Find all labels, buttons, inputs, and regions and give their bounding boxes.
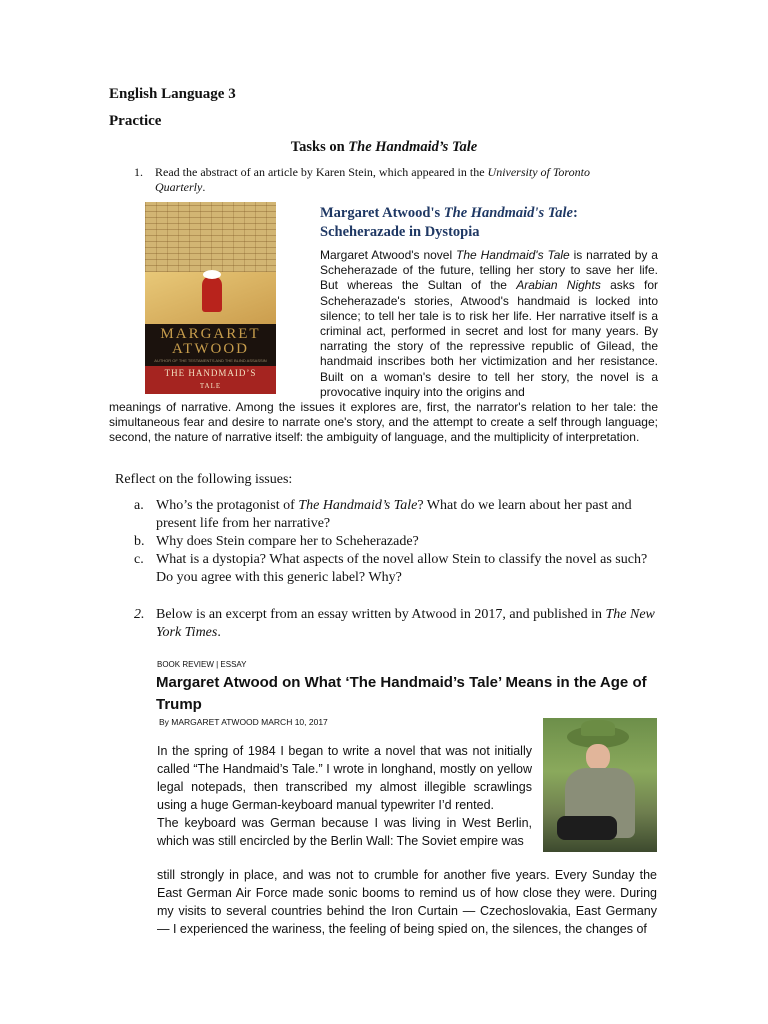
question-2-number: 2.: [134, 607, 145, 622]
author-photo: [543, 718, 657, 852]
article-title: [320, 204, 660, 242]
abstract-book: The Handmaid's Tale: [456, 248, 570, 262]
abstract-part3: asks for Scheherazade's stories, Atwood's handmaid is locked into silence; to tell her tale is to risk her life. Her narrative itself is a criminal act, performed in secret and lost for many years. By narrating the story of the repressive republic of Gilead, the handmaid inscribes both her victimization and her resistance. Built on a woman's desire to tell her story, the novel is a provocative inquiry into the origins and: [320, 278, 658, 399]
issue-c-label: c.: [134, 552, 144, 567]
photo-hat-crown: [581, 720, 615, 736]
book-cover-image: [145, 202, 276, 394]
reflect-heading: Reflect on the following issues:: [115, 472, 293, 487]
issue-a-label: a.: [134, 498, 144, 513]
article-title-author: Margaret Atwood's: [320, 205, 444, 221]
question-1-suffix: .: [202, 180, 206, 194]
issue-a-book: The Handmaid’s Tale: [298, 498, 418, 513]
journal-name: University of Toronto Quarterly: [155, 165, 590, 194]
question-2-text: [156, 606, 660, 642]
nyt-headline: Margaret Atwood on What ‘The Handmaid’s Tale’ Means in the Age of Trump: [156, 674, 647, 713]
nyt-byline: By MARGARET ATWOOD MARCH 10, 2017: [159, 717, 328, 727]
section-title: Practice: [109, 113, 162, 129]
abstract-part2: is narrated by a Scheherazade of the future, telling her story to save her life. But whereas the Sultan of the: [320, 248, 658, 293]
issue-a-text: [156, 497, 660, 533]
issue-a-before: Who’s the protagonist of: [156, 498, 299, 513]
question-1-prefix: Read the abstract of an article by Karen Stein, which appeared in the: [155, 165, 488, 179]
article-title-book: The Handmaid's Tale: [443, 205, 573, 221]
essay-para1: In the spring of 1984 I began to write a novel that was not initially called “The Handmaid’s Tale.” I wrote in longhand, mostly on yellow legal notepads, then transcribed my almost illegible scrawlings using a huge German-keyboard manual typewriter I’d rented.: [157, 744, 532, 812]
photo-legs: [557, 816, 617, 840]
question-1-number: 1.: [134, 165, 143, 179]
cover-handmaid-figure: [202, 276, 222, 312]
tasks-heading: [0, 139, 768, 156]
essay-paragraph-1: [157, 742, 532, 850]
question-2-suffix: .: [217, 625, 221, 640]
tasks-heading-book: The Handmaid’s Tale: [348, 139, 478, 155]
article-title-colon: :: [572, 205, 578, 221]
cover-author-line2: ATWOOD: [172, 341, 249, 357]
essay-paragraph-2: still strongly in place, and was not to crumble for another five years. Every Sunday the East German Air Force made sonic booms to remind us of how close they were. During my visits to several countries behind the Iron Curtain — Czechoslovakia, East Germany — I experienced the wariness, the feeling of being spied on, the silences, the changes of: [157, 868, 657, 936]
issue-b-text: Why does Stein compare her to Scheherazade?: [156, 534, 419, 549]
abstract-text-top: [320, 248, 658, 400]
abstract-nights: Arabian Nights: [516, 278, 601, 293]
cover-bonnet: [203, 270, 221, 279]
abstract-part1: Margaret Atwood's novel: [320, 248, 457, 262]
question-1-text: [155, 165, 635, 195]
issue-c-text: What is a dystopia? What aspects of the novel allow Stein to classify the novel as such? Do you agree with this generic label? Why?: [156, 552, 648, 585]
newspaper-name: The New York Times: [156, 607, 655, 640]
tasks-heading-prefix: Tasks on: [290, 139, 349, 155]
issue-a-after: ? What do we learn about her past and present life from her narrative?: [156, 498, 632, 531]
essay-para2-start: The keyboard was German because I was living in West Berlin, which was still encircled by the Berlin Wall: The Soviet empire was: [157, 816, 532, 848]
abstract-text-bottom: meanings of narrative. Among the issues it explores are, first, the narrator's relation to her tale: the simultaneous fear and desire to narrate one's story, and the attempt to create a self through language; second, the nature of narrative itself: the ambiguity of language, and the multiplicity of interpretation.: [109, 400, 658, 445]
cover-title-line2: TALE: [199, 382, 222, 390]
nyt-kicker: BOOK REVIEW | ESSAY: [157, 660, 247, 669]
cover-title-line1: THE HANDMAID’S: [164, 368, 257, 378]
question-2-prefix: Below is an excerpt from an essay written by Atwood in 2017, and published in: [156, 607, 606, 622]
issue-b-label: b.: [134, 534, 145, 549]
article-subtitle: Scheherazade in Dystopia: [320, 224, 480, 240]
course-title: English Language 3: [109, 86, 236, 102]
photo-face: [586, 744, 610, 770]
cover-author-line1: MARGARET: [160, 326, 261, 342]
cover-tagline: AUTHOR OF THE TESTAMENTS AND THE BLIND ASSASSIN: [154, 358, 267, 363]
